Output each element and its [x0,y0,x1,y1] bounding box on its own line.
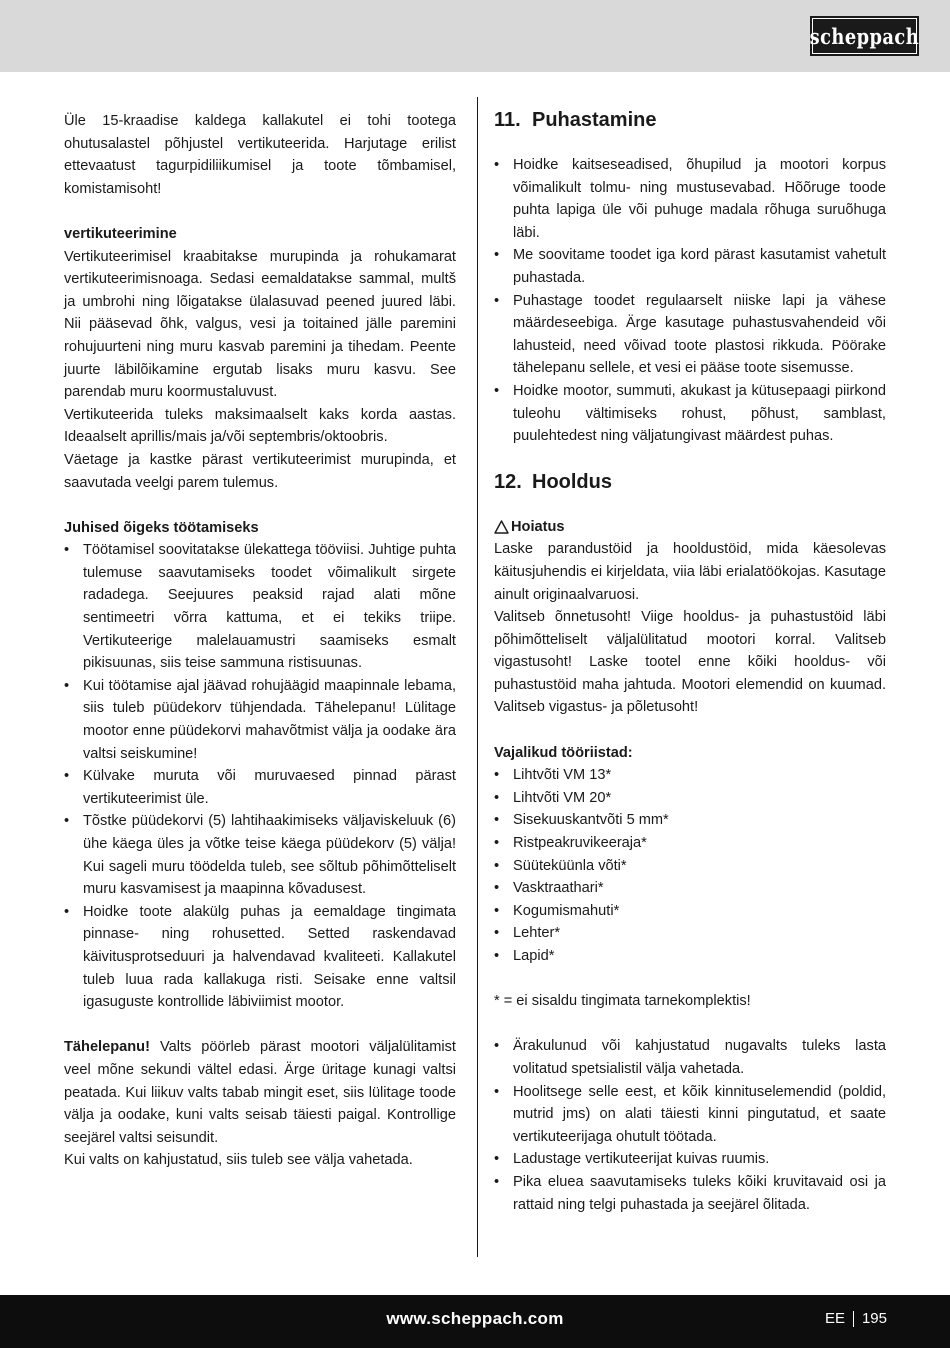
attention-text: Valts pöörleb pärast mootori väljalülitamist veel mõne sekundi vältel edasi. Ärge üritage kunagi valtsi peatada. Kui liikuv valts tabab mingit eset, siis lülitage toode välja ja oodake, kuni valts seisab täiesti paigal. Kontrollige seejärel valtsi seisundit. [64,1039,456,1146]
warning-text-2: Valitseb õnnetusoht! Viige hooldus- ja puhastustöid läbi põhimõtteliselt väljalülitatud mootori korral. Valitseb vigastusoht! Laske tootel enne kõiki hooldus- või puhastustöid maha jahtuda. Mootori elemendid on kuumad. Valitseb vigastus- ja põletusoht! [494,609,886,716]
tools-heading: Vajalikud tööriistad: [494,744,633,761]
list-item: • Lihtvõti VM 20* [494,787,886,810]
list-item: • Külvake muruta või muruvaesed pinnad pärast vertikuteerimist üle. [64,765,456,810]
list-item: • Puhastage toodet regulaarselt niiske lapi ja vähese määrdeseebiga. Ärge kasutage puhastusvahendeid või lahusteid, need võivad toote plastosi rikkuda. Pöörake tähelepanu sellele, et vesi ei pääse toote sisemusse. [494,290,886,380]
list-item: • Kui töötamise ajal jäävad rohujäägid maapinnale lebama, siis tuleb püüdekorv tühjendada. Tähelepanu! Lülitage mootor enne püüdekorvi mahavõtmist välja ja oodake ära valtsi seiskumine! [64,675,456,765]
attention-text-2: Kui valts on kahjustatud, siis tuleb see välja vahetada. [64,1152,413,1169]
column-divider [477,97,478,1257]
list-item: • Vasktraathari* [494,877,886,900]
warning-heading [494,516,886,539]
list-item: • Tõstke püüdekorvi (5) lahtihaakimiseks väljaviskeluuk (6) ühe käega üles ja võtke teise käega püüdekorv (5) välja! Kui sageli muru töödelda tuleb, see sõltub põhimõtteliselt muru kasvamisest ja maapinna kõvadusest. [64,810,456,900]
section-12-heading [494,468,886,496]
list-item: • Me soovitame toodet iga kord pärast kasutamist vahetult puhastada. [494,244,886,289]
footer-url[interactable]: www.scheppach.com [386,1309,564,1328]
list-item: • Hoidke toote alakülg puhas ja eemaldage tingimata pinnase- ning rohusetted. Setted raskendavad käivitusprotseduuri ja halvendavad kvaliteeti. Kallakutel tuleb luua rada kallakuga risti. Seisake enne valtsil igasuguste kontrollide läbiviimist mootor. [64,901,456,1014]
list-item: • Pika eluea saavutamiseks tuleks kõiki kruvitavaid osi ja rattaid ning telgi puhastada ja seejärel õlitada. [494,1171,886,1216]
brand-logo [810,16,919,56]
list-item: • Ristpeakruvikeeraja* [494,832,886,855]
page-number: 195 [861,1310,887,1327]
warning-text: Laske parandustöid ja hooldustöid, mida käesolevas käitusjuhendis ei kirjeldata, viia läbi erialatöökojas. Kasutage ainult originaalvaruosi. [494,541,886,603]
right-column [494,106,886,1216]
footer-bar [0,1295,950,1348]
vert-frequency-text: Vertikuteerida tuleks maksimaalselt kaks korda aastas. Ideaalselt aprillis/mais ja/või septembris/oktoobris. [64,406,456,446]
page-separator [853,1311,854,1327]
left-column [64,110,456,1172]
vert-fertilize-text: Väetage ja kastke pärast vertikuteerimist murupinda, et saavutada veelgi parem tulemus. [64,451,456,491]
list-item: • Hoidke mootor, summuti, akukast ja kütusepaagi piirkond tuleohu vältimiseks rohust, põhust, samblast, puulehtedest ning väljatungivast määrdest puhas. [494,380,886,448]
list-item: • Kogumismahuti* [494,900,886,923]
cleaning-list [494,154,886,448]
list-item: • Sisekuuskantvõti 5 mm* [494,809,886,832]
vert-heading: vertikuteerimine [64,225,177,242]
list-item: • Ladustage vertikuteerijat kuivas ruumis. [494,1148,886,1171]
guide-list [64,539,456,1013]
list-item: • Hoolitsege selle eest, et kõik kinnituselemendid (poldid, mutrid jms) on alati täiesti kinni pingutatud, et saate vertikuteerijaga ohutult töötada. [494,1081,886,1149]
maintenance-list [494,1035,886,1216]
list-item: • Hoidke kaitseseadised, õhupilud ja mootori korpus võimalikult tolmu- ning mustusevabad. Hõõruge toode puhta lapiga üle või puhuge madala rõhuga suruõhuga läbi. [494,154,886,244]
slope-warning-text: Üle 15-kraadise kaldega kallakutel ei tohi tootega ohutusalastel põhjustel vertikuteerida. Harjutage erilist ettevaatust tagurpidiliikumisel ja toote tõmbamisel, komistamisoht! [64,113,456,197]
list-item: • Süüteküünla võti* [494,855,886,878]
guide-heading: Juhised õigeks töötamiseks [64,519,259,536]
list-item: • Lehter* [494,922,886,945]
section-11-title: Puhastamine [532,109,657,131]
list-item: • Töötamisel soovitatakse ülekattega tööviisi. Juhtige puhta tulemuse saavutamiseks toodet võimalikult sirgete radadega. Seejuures peaksid rajad alati mõne sentimeetri võrra kattuma, et ei tekiks triipe. Vertikuteerige malelauamustri saamiseks esmalt pikisuunas, siis teise sammuna ristisuunas. [64,539,456,675]
page-indicator [825,1310,887,1327]
language-code: EE [824,1310,845,1327]
section-12-title: Hooldus [532,470,612,493]
attention-label: Tähelepanu! [64,1039,150,1056]
tools-list [494,764,886,967]
header-bar [0,0,950,72]
warning-triangle-icon [494,520,509,534]
list-item: • Lihtvõti VM 13* [494,764,886,787]
list-item: • Lapid* [494,945,886,968]
section-11-heading [494,106,886,134]
attention-paragraph [64,1036,456,1149]
list-item: • Ärakulunud või kahjustatud nugavalts tuleks lasta volitatud spetsialistil välja vahetada. [494,1035,886,1080]
tools-note: * = ei sisaldu tingimata tarnekomplektis! [494,993,751,1010]
section-11-number: 11. [494,109,521,131]
warning-label: Hoiatus [511,518,565,535]
section-12-number: 12. [494,470,522,493]
vert-text: Vertikuteerimisel kraabitakse murupinda ja rohukamarat vertikuteerimisnoaga. Sedasi eemaldatakse sammal, multš ja umbrohi ning lõigatakse ülalasuvad peened juured läbi. Nii pääsevad õhk, valgus, vesi ja toitained jälle paremini rohujuurteni ning muru kasvab paremini ja tihedam. Peente juurte läbilõikamine ergutab lisaks muru kasvu. See parendab muru koormustaluvust. [64,248,456,401]
brand-logo-text: scheppach [809,23,920,49]
